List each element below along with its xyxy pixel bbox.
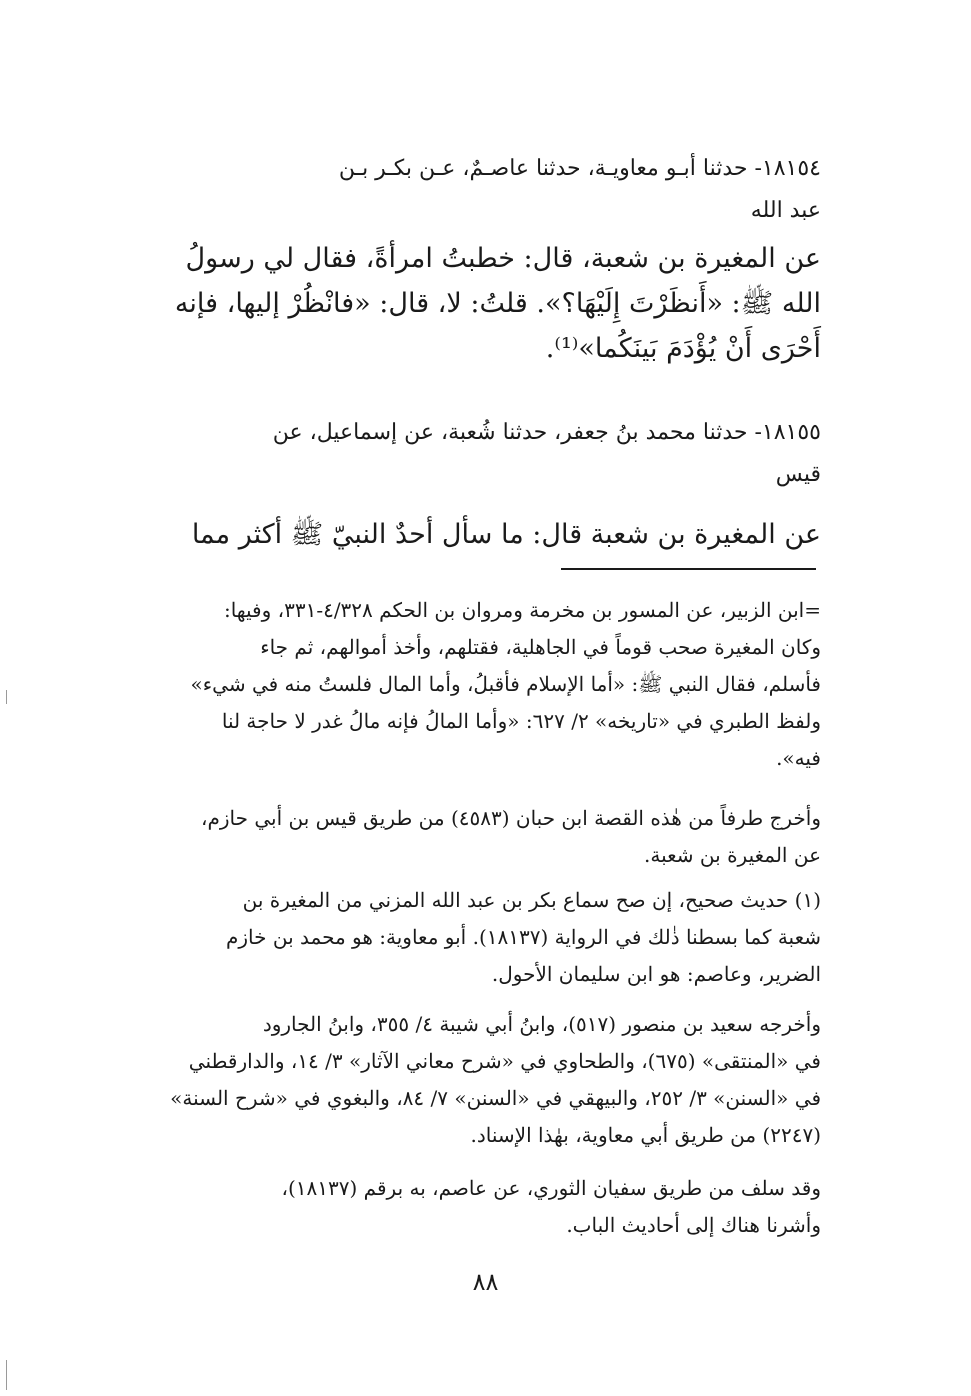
- footnote-line: ولفظ الطبري في «تاريخه» ٢/ ٦٢٧: «وأما المالُ فإنه مالُ غدر لا حاجة لنا: [221, 709, 821, 733]
- hadith-18155-matn: [100, 512, 821, 557]
- matn-line: عن المغيرة بن شعبة قال: ما سأل أحدٌ النبيّ ﷺ أكثر مما: [191, 519, 821, 550]
- footnote-paragraph: [128, 800, 821, 874]
- footnote-line: فيه».: [776, 746, 821, 770]
- footnote-divider: [561, 568, 816, 570]
- footnote-line: في «السنن» ٣/ ٢٥٢، والبيهقي في «السنن» ٧/ ٨٤، والبغوي في «شرح السنة»: [170, 1086, 821, 1110]
- footnote-line: شعبة كما بسطنا ذٰلك في الرواية (١٨١٣٧). أبو معاوية: هو محمد بن خازم: [226, 925, 821, 949]
- footnote-continuation: [128, 592, 821, 777]
- footnote-line: وأخرج طرفاً من هٰذه القصة ابن حبان (٤٥٨٣) من طريق قيس بن أبي حازم،: [201, 806, 821, 830]
- footnote-1: [128, 882, 821, 993]
- footnote-line: (٢٢٤٧) من طريق أبي معاوية، بهٰذا الإسناد.: [470, 1123, 821, 1147]
- page-number: ٨٨: [472, 1268, 499, 1296]
- footnote-line: الضرير، وعاصم: هو ابن سليمان الأحول.: [491, 962, 821, 986]
- footnote-line: عن المغيرة بن شعبة.: [644, 843, 821, 867]
- footnote-line: وقد سلف من طريق سفيان الثوري، عن عاصم، به برقم (١٨١٣٧)،: [281, 1176, 821, 1200]
- footnote-line: في «المنتقى» (٦٧٥)، والطحاوي في «شرح معاني الآثار» ٣/ ١٤، والدارقطني: [188, 1049, 821, 1073]
- footnote-paragraph: [128, 1170, 821, 1244]
- matn-line: الله ﷺ: «أَنظَرْتَ إِلَيْهَا؟». قلتُ: لا، قال: «فانْظُرْ إليها، فإنه: [174, 288, 821, 319]
- isnad-line: عبد الله: [750, 198, 821, 223]
- footnote-line: =ابن الزبير، عن المسور بن مخرمة ومروان بن الحكم ٤/٣٢٨-٣٣١، وفيها:: [223, 598, 821, 622]
- matn-line: عن المغيرة بن شعبة، قال: خطبتُ امرأةً، فقال لي رسولُ: [185, 243, 821, 274]
- footnote-line: (١) حديث صحيح، إن صح سماع بكر بن عبد الله المزني من المغيرة بن: [242, 888, 821, 912]
- hadith-18154-isnad: [100, 148, 821, 232]
- scan-edge-mark: [6, 690, 7, 704]
- matn-line: أَحْرَى أَنْ يُؤْدَمَ بَينَكُما»⁽¹⁾.: [545, 333, 821, 364]
- footnote-paragraph: [128, 1006, 821, 1154]
- isnad-line: قيس: [775, 462, 821, 487]
- footnote-line: وأخرجه سعيد بن منصور (٥١٧)، وابنُ أبي شيبة ٤/ ٣٥٥، وابنُ الجارود: [262, 1012, 821, 1036]
- footnote-line: وأشرنا هناك إلى أحاديث الباب.: [566, 1213, 821, 1237]
- hadith-18154-matn: [100, 236, 821, 371]
- isnad-line: ١٨١٥٤- حدثنا أبـو معاويـة، حدثنا عاصـمٌ، عـن بكـر بـن: [338, 156, 821, 181]
- footnote-line: وكان المغيرة صحب قوماً في الجاهلية، فقتلهم، وأخذ أموالهم، ثم جاء: [260, 635, 821, 659]
- isnad-line: ١٨١٥٥- حدثنا محمد بنُ جعفر، حدثنا شُعبة، عن إسماعيل، عن: [272, 420, 821, 445]
- footnote-line: فأسلم، فقال النبي ﷺ: «أما الإسلام فأقبلُ، وأما المال فلستُ منه في شيء»: [190, 672, 821, 696]
- scan-edge-mark: [6, 1360, 7, 1390]
- hadith-18155-isnad: [100, 412, 821, 496]
